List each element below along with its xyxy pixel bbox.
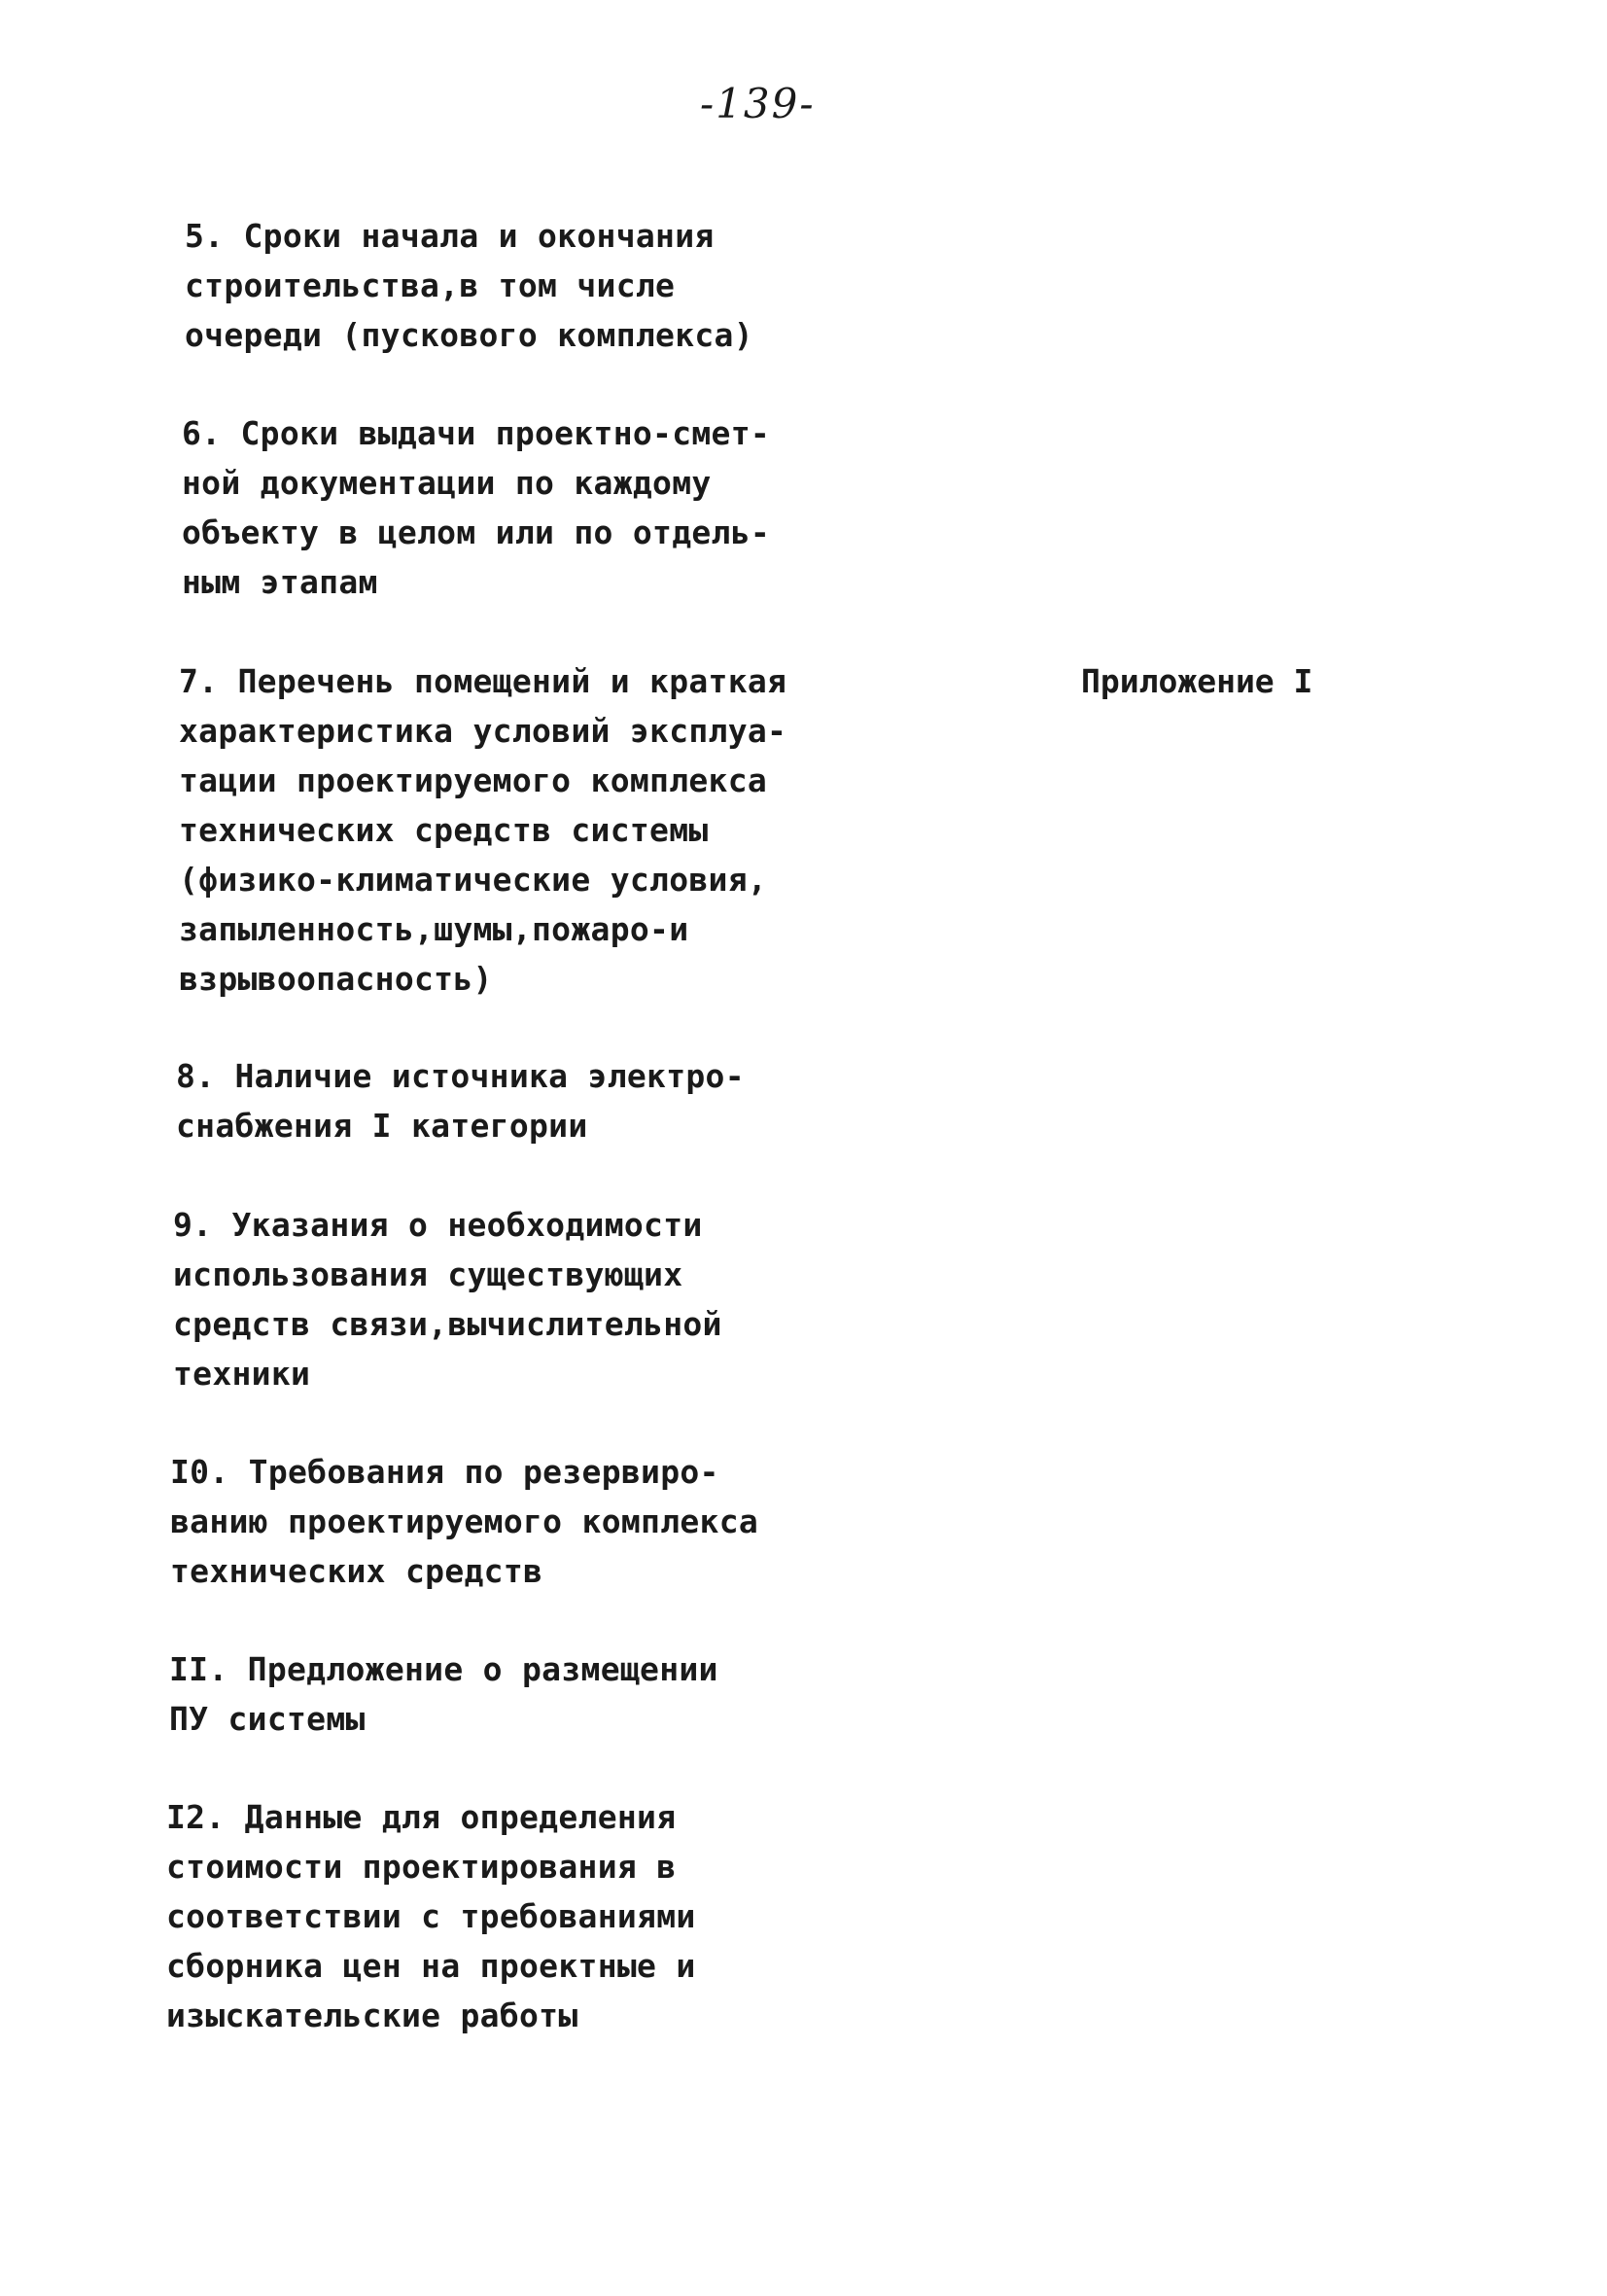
list-item: 7. Перечень помещений и краткая характеристика условий эксплуа- тации проектируемого комплекса технических средств системы (физико-климатические условия, запыленность,шумы,пожаро-и взрывоопасность) bbox=[179, 662, 787, 998]
list-item: 5. Сроки начала и окончания строительства,в том числе очереди (пускового комплекса) bbox=[185, 217, 753, 354]
list-item: I0. Требования по резервиро- ванию проектируемого комплекса технических средств bbox=[170, 1453, 759, 1590]
list-item: 8. Наличие источника электро- снабжения I категории bbox=[176, 1057, 745, 1145]
list-item: 6. Сроки выдачи проектно-смет- ной документации по каждому объекту в целом или по отдель- ным этапам bbox=[182, 414, 771, 601]
list-item: 9. Указания о необходимости использования существующих средств связи,вычислительной техники bbox=[173, 1206, 722, 1393]
list-item: I2. Данные для определения стоимости проектирования в соответствии с требованиями сборника цен на проектные и изыскательские работы bbox=[166, 1798, 696, 2034]
list-item: II. Предложение о размещении ПУ системы bbox=[169, 1650, 718, 1738]
page-number: -139- bbox=[700, 80, 816, 127]
appendix-note: Приложение I bbox=[1081, 662, 1313, 700]
